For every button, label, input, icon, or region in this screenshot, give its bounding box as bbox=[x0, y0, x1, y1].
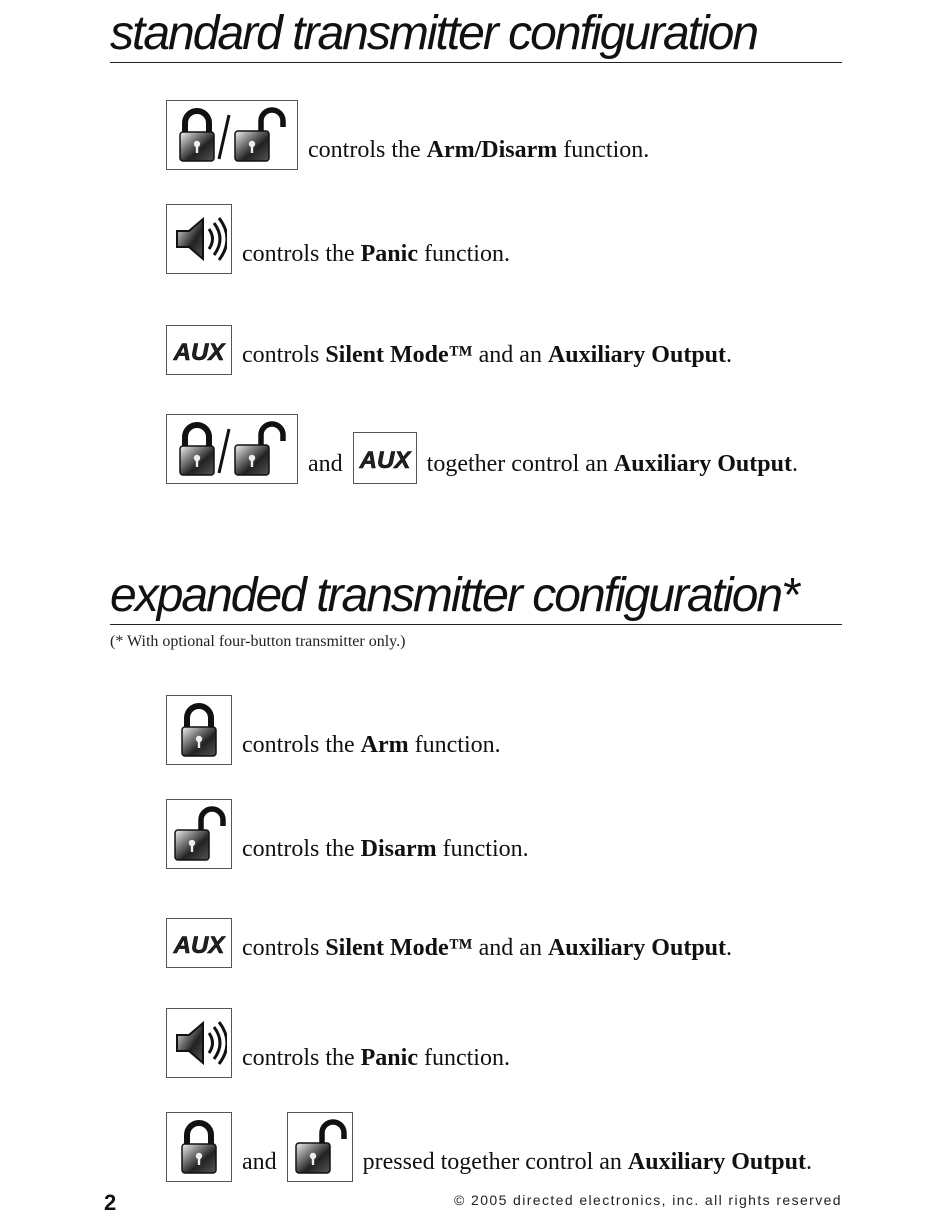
page-number: 2 bbox=[104, 1190, 117, 1215]
expanded-row-combo bbox=[166, 1112, 812, 1182]
copyright-notice: © 2005 directed electronics, inc. all rights reserved bbox=[454, 1192, 842, 1208]
speaker-button-icon bbox=[166, 204, 232, 274]
standard-config-heading: standard transmitter configuration bbox=[110, 6, 842, 63]
aux-button-icon bbox=[166, 325, 232, 375]
slash-icon bbox=[217, 107, 231, 163]
speaker-button-icon bbox=[166, 1008, 232, 1078]
aux-button-icon bbox=[166, 918, 232, 968]
svg-text:AUX: AUX bbox=[359, 447, 410, 474]
lock-unlock-button-icon bbox=[166, 414, 298, 484]
speaker-icon bbox=[171, 1015, 227, 1071]
and-label: and bbox=[242, 1149, 277, 1175]
slash-icon bbox=[217, 421, 231, 477]
lock-button-icon bbox=[166, 695, 232, 765]
expanded-row-arm bbox=[166, 695, 501, 765]
expanded-row-panic bbox=[166, 1008, 510, 1078]
standard-row-arm-disarm bbox=[166, 100, 649, 170]
lock-unlock-button-icon bbox=[166, 100, 298, 170]
standard-row-aux bbox=[166, 325, 732, 375]
expanded-row-aux bbox=[166, 918, 732, 968]
row-text: controls the Disarm function. bbox=[242, 836, 529, 862]
row-text: controls the Panic function. bbox=[242, 1045, 510, 1071]
expanded-config-note: (* With optional four-button transmitter only.) bbox=[110, 633, 406, 650]
lock-icon bbox=[177, 107, 217, 163]
unlock-button-icon bbox=[166, 799, 232, 869]
lock-icon bbox=[179, 1119, 219, 1175]
row-text: together control an Auxiliary Output. bbox=[426, 451, 798, 477]
svg-text:AUX: AUX bbox=[173, 932, 225, 959]
expanded-row-disarm bbox=[166, 799, 529, 869]
row-text: controls the Arm function. bbox=[242, 732, 501, 758]
and-label: and bbox=[308, 451, 343, 477]
row-text: controls the Arm/Disarm function. bbox=[308, 137, 650, 163]
expanded-config-heading: expanded transmitter configuration* bbox=[110, 568, 842, 625]
aux-icon bbox=[169, 923, 229, 963]
aux-icon bbox=[355, 438, 415, 478]
row-text: controls Silent Mode™ and an Auxiliary Output. bbox=[242, 342, 732, 368]
unlock-icon bbox=[292, 1119, 348, 1175]
unlock-icon bbox=[231, 421, 287, 477]
standard-row-panic bbox=[166, 204, 510, 274]
row-text: controls the Panic function. bbox=[242, 241, 510, 267]
lock-button-icon bbox=[166, 1112, 232, 1182]
row-text: controls Silent Mode™ and an Auxiliary Output. bbox=[242, 935, 732, 961]
unlock-icon bbox=[231, 107, 287, 163]
row-text: pressed together control an Auxiliary Output. bbox=[362, 1149, 812, 1175]
aux-button-icon bbox=[353, 432, 417, 484]
svg-text:AUX: AUX bbox=[173, 339, 225, 366]
lock-icon bbox=[179, 702, 219, 758]
unlock-icon bbox=[171, 806, 227, 862]
standard-row-combo bbox=[166, 414, 798, 484]
lock-icon bbox=[177, 421, 217, 477]
aux-icon bbox=[169, 330, 229, 370]
unlock-button-icon bbox=[287, 1112, 353, 1182]
speaker-icon bbox=[171, 211, 227, 267]
